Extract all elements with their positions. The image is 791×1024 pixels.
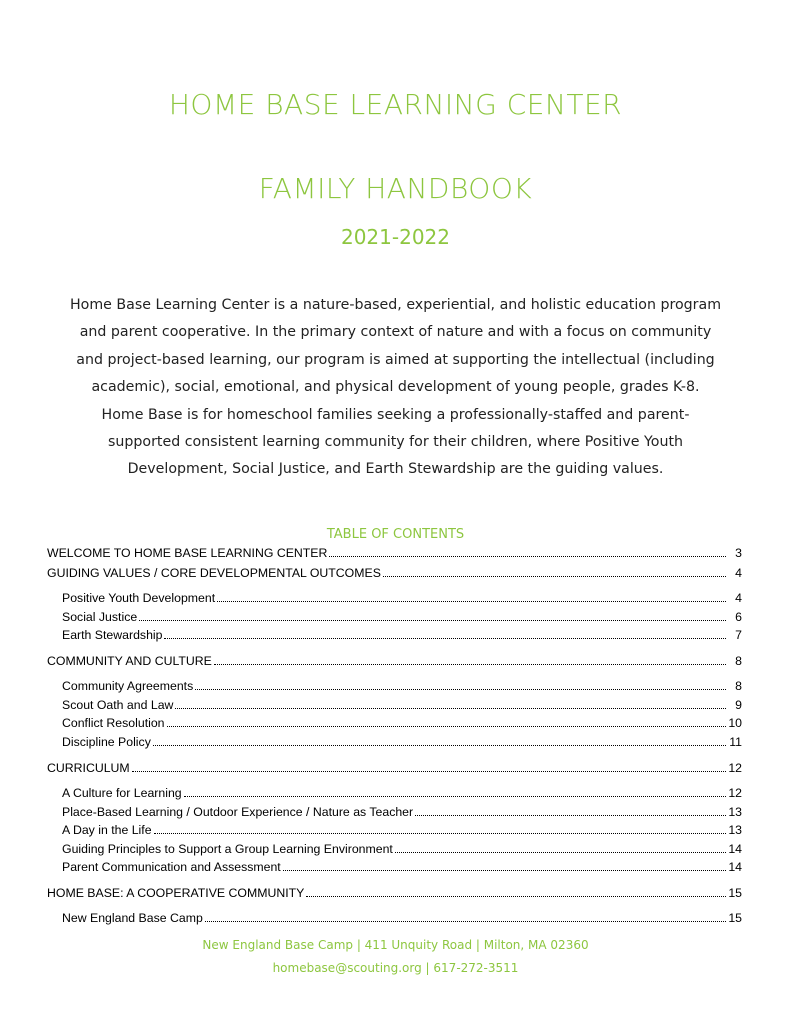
toc-page-number: 10	[728, 716, 742, 730]
intro-line: and parent cooperative. In the primary context of nature and with a focus on community	[79, 324, 712, 341]
dot-leader	[205, 921, 726, 922]
toc-page-number: 13	[728, 805, 742, 819]
dot-leader	[283, 870, 726, 871]
dot-leader	[164, 638, 726, 639]
toc-page-number: 8	[735, 679, 742, 693]
intro-line: Home Base is for homeschool families seeking a professionally-staffed and parent-	[101, 406, 690, 423]
dot-leader	[214, 664, 726, 665]
toc-entry-label: Community Agreements	[62, 679, 194, 693]
document-title: HOME BASE LEARNING CENTER	[168, 88, 623, 121]
toc-entry-positive-youth-development[interactable]	[62, 590, 742, 606]
toc-entry-label: A Day in the Life	[62, 823, 152, 837]
toc-entry-guiding-principles[interactable]	[62, 841, 742, 857]
toc-entry-earth-stewardship[interactable]	[62, 627, 742, 643]
toc-entry-discipline-policy[interactable]	[62, 734, 742, 750]
toc-entry-welcome[interactable]	[47, 545, 742, 561]
toc-entry-label: Place-Based Learning / Outdoor Experience / Nature as Teacher	[62, 805, 414, 819]
toc-entry-label: Conflict Resolution	[62, 716, 165, 730]
toc-entry-guiding-values[interactable]	[47, 565, 742, 581]
toc-entry-label: Positive Youth Development	[62, 591, 216, 605]
toc-page-number: 3	[735, 546, 742, 560]
dot-leader	[139, 620, 726, 621]
toc-entry-label: Social Justice	[62, 610, 138, 624]
toc-entry-community-agreements[interactable]	[62, 678, 742, 694]
toc-page-number: 12	[728, 761, 742, 775]
dot-leader	[175, 708, 726, 709]
dot-leader	[153, 745, 726, 746]
toc-entry-label: GUIDING VALUES / CORE DEVELOPMENTAL OUTCOMES	[47, 566, 381, 580]
toc-entry-scout-oath-and-law[interactable]	[62, 697, 742, 713]
toc-entry-label: Guiding Principles to Support a Group Learning Environment	[62, 842, 393, 856]
toc-entry-place-based-learning[interactable]	[62, 804, 742, 820]
toc-page-number: 7	[735, 628, 742, 642]
toc-entry-label: CURRICULUM	[47, 761, 130, 775]
intro-line: Home Base Learning Center is a nature-based, experiential, and holistic education program	[69, 297, 722, 313]
toc-page-number: 8	[735, 654, 742, 668]
toc-page-number: 9	[735, 698, 742, 712]
dot-leader	[383, 576, 726, 577]
document-subtitle: FAMILY HANDBOOK	[258, 172, 533, 205]
toc-page-number: 11	[729, 735, 742, 749]
toc-page-number: 12	[728, 786, 742, 800]
toc-entry-parent-communication[interactable]	[62, 859, 742, 875]
toc-entry-label: A Culture for Learning	[62, 786, 182, 800]
intro-line: and project-based learning, our program is aimed at supporting the intellectual (including	[76, 351, 715, 368]
toc-entry-label: WELCOME TO HOME BASE LEARNING CENTER	[47, 546, 328, 560]
toc-entry-cooperative-community[interactable]	[47, 885, 742, 901]
dot-leader	[415, 815, 726, 816]
dot-leader	[217, 601, 726, 602]
dot-leader	[184, 796, 726, 797]
toc-page-number: 4	[735, 591, 742, 605]
dot-leader	[195, 689, 726, 690]
toc-page-number: 15	[728, 911, 742, 925]
intro-line: supported consistent learning community for their children, where Positive Youth	[108, 434, 683, 451]
dot-leader	[132, 771, 726, 772]
intro-line: academic), social, emotional, and physical development of young people, grades K-8.	[91, 379, 700, 396]
toc-entry-culture-for-learning[interactable]	[62, 785, 742, 801]
toc-entry-label: New England Base Camp	[62, 911, 203, 925]
toc-page-number: 6	[735, 610, 742, 624]
footer-contact: homebase@scouting.org | 617-272-3511	[272, 961, 519, 975]
toc-entry-social-justice[interactable]	[62, 609, 742, 625]
toc-entry-label: HOME BASE: A COOPERATIVE COMMUNITY	[47, 886, 305, 900]
toc-entry-label: COMMUNITY AND CULTURE	[47, 654, 212, 668]
toc-entry-label: Discipline Policy	[62, 735, 151, 749]
intro-paragraph	[60, 292, 731, 484]
intro-line: Development, Social Justice, and Earth Stewardship are the guiding values.	[127, 461, 664, 478]
toc-page-number: 4	[735, 566, 742, 580]
toc-page-number: 13	[728, 823, 742, 837]
toc-entry-community-and-culture[interactable]	[47, 653, 742, 669]
dot-leader	[167, 726, 726, 727]
school-year: 2021-2022	[340, 225, 450, 249]
dot-leader	[306, 896, 726, 897]
toc-entry-curriculum[interactable]	[47, 760, 742, 776]
toc-entry-label: Earth Stewardship	[62, 628, 163, 642]
toc-entry-day-in-the-life[interactable]	[62, 822, 742, 838]
dot-leader	[395, 852, 726, 853]
toc-entry-label: Scout Oath and Law	[62, 698, 174, 712]
toc-entry-label: Parent Communication and Assessment	[62, 860, 281, 874]
toc-entry-new-england-base-camp[interactable]	[62, 910, 742, 926]
toc-page-number: 14	[728, 860, 742, 874]
toc-page-number: 14	[728, 842, 742, 856]
dot-leader	[329, 556, 726, 557]
toc-entry-conflict-resolution[interactable]	[62, 715, 742, 731]
dot-leader	[154, 833, 726, 834]
footer-address: New England Base Camp | 411 Unquity Road | Milton, MA 02360	[202, 938, 589, 952]
toc-page-number: 15	[728, 886, 742, 900]
toc-heading: TABLE OF CONTENTS	[326, 527, 465, 542]
